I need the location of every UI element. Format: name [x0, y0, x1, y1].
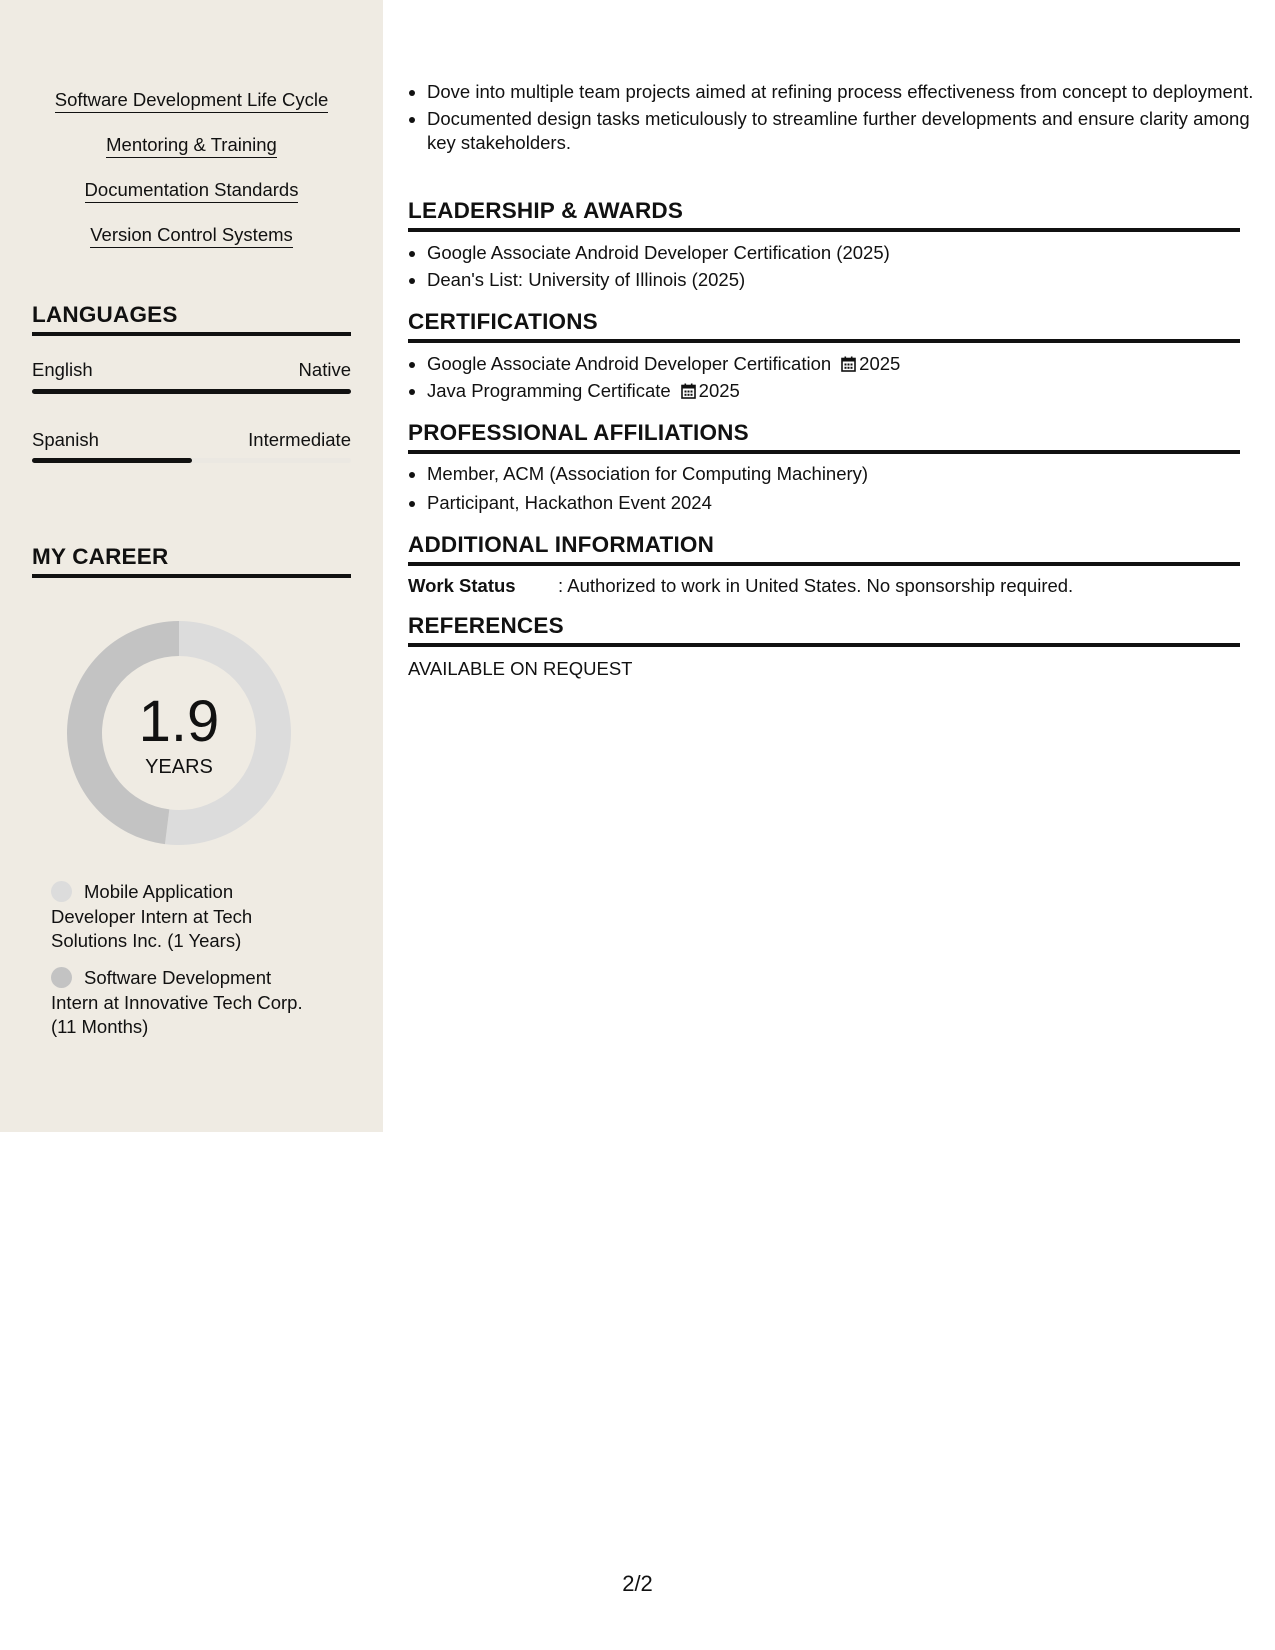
certification-name: Java Programming Certificate — [427, 379, 671, 401]
calendar-icon — [841, 356, 856, 372]
list-item — [427, 352, 1259, 377]
skill-tag: Software Development Life Cycle — [0, 89, 383, 113]
references-heading: REFERENCES — [408, 612, 1240, 647]
career-total-value: 1.9 — [138, 689, 220, 754]
language-proficiency-fill — [32, 458, 192, 463]
certification-year: 2025 — [698, 379, 740, 401]
career-heading: MY CAREER — [32, 543, 351, 578]
skill-tag: Version Control Systems — [0, 224, 383, 248]
work-status-value: : Authorized to work in United States. No sponsorship required. — [558, 575, 1074, 596]
career-donut-chart — [67, 621, 291, 845]
language-name: English — [32, 359, 93, 380]
list-item: • Participant, Hackathon Event 2024 — [427, 491, 1259, 516]
list-item — [427, 379, 1259, 404]
career-donut-center — [67, 621, 291, 845]
list-item: • Dean's List: University of Illinois (2025) — [427, 268, 1259, 293]
language-name: Spanish — [32, 429, 99, 450]
additional-info-heading: ADDITIONAL INFORMATION — [408, 531, 1240, 566]
certifications-heading: CERTIFICATIONS — [408, 308, 1240, 343]
language-proficiency-bar — [32, 389, 351, 394]
language-level: Intermediate — [248, 429, 351, 450]
legend-dot — [51, 967, 72, 988]
legend-dot — [51, 881, 72, 902]
career-total-unit: YEARS — [145, 756, 213, 778]
language-proficiency-bar — [32, 458, 351, 463]
sidebar — [0, 0, 383, 1132]
certification-name: Google Associate Android Developer Certification — [427, 353, 832, 374]
list-item: • Documented design tasks meticulously to streamline further developments and ensure clarity among key stakeholders. — [427, 107, 1259, 156]
calendar-icon — [681, 383, 696, 399]
certification-year: 2025 — [859, 353, 901, 374]
leadership-heading: LEADERSHIP & AWARDS — [408, 197, 1240, 232]
list-item: • Member, ACM (Association for Computing Machinery) — [427, 462, 1259, 487]
career-legend-item: Software Development Intern at Innovative Tech Corp. (11 Months) — [51, 967, 303, 1037]
languages-heading: LANGUAGES — [32, 301, 351, 336]
page-number: 2/2 — [622, 1571, 653, 1596]
work-status-label: Work Status — [408, 575, 516, 596]
references-text: AVAILABLE ON REQUEST — [408, 658, 633, 679]
affiliations-list — [408, 462, 1259, 515]
affiliations-heading: PROFESSIONAL AFFILIATIONS — [408, 419, 1240, 454]
list-item: • Google Associate Android Developer Certification (2025) — [427, 241, 1259, 266]
skill-tag: Documentation Standards — [0, 179, 383, 203]
list-item: • Dove into multiple team projects aimed at refining process effectiveness from concept to deployment. — [427, 80, 1259, 105]
experience-bullet-list — [408, 80, 1259, 156]
language-level: Native — [298, 359, 351, 380]
career-legend-item: Mobile Application Developer Intern at Tech Solutions Inc. (1 Years) — [51, 881, 253, 951]
skill-tag: Mentoring & Training — [0, 134, 383, 158]
certifications-list — [408, 352, 1259, 403]
leadership-list — [408, 241, 1259, 292]
language-proficiency-fill — [32, 389, 351, 394]
